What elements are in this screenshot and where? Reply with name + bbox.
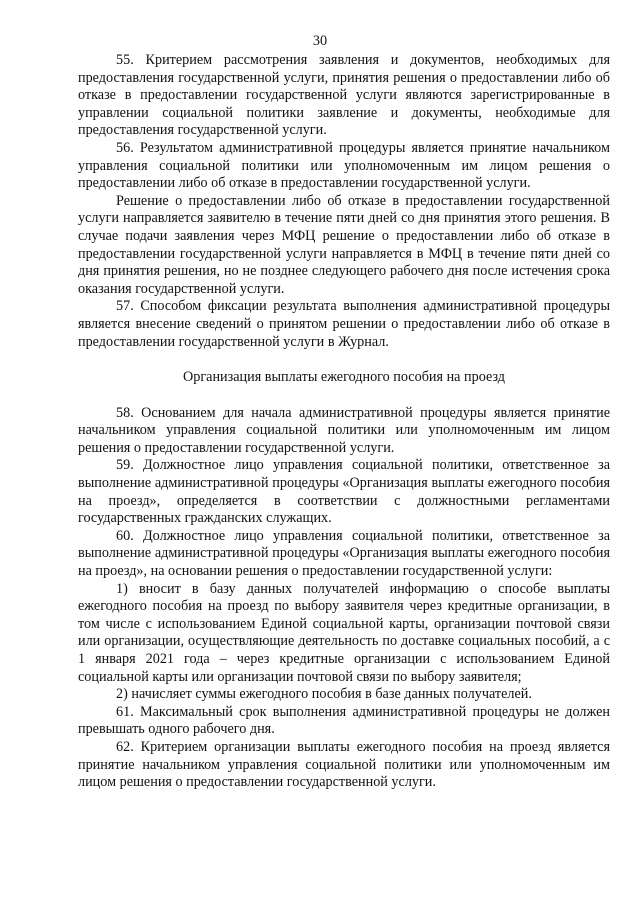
- paragraph-56-decision: Решение о предоставлении либо об отказе в предоставлении государственной услуги направляется заявителю в течение пяти дней со дня принятия этого решения. В случае подачи заявления через МФЦ решение о предоставлении либо об отказе в предоставлении государственной услуги направляется в МФЦ в течение пяти дней со дня принятия решения, но не позднее следующего рабочего дня после истечения срока оказания государственной услуги.: [78, 192, 610, 297]
- page-number: 30: [312, 33, 328, 49]
- paragraph-60-item-1: 1) вносит в базу данных получателей информацию о способе выплаты ежегодного пособия на проезд по выбору заявителя через кредитные организации, в том числе с использованием Единой социальной карты, организации почтовой связи или организации, осуществляющие деятельность по доставке социальных пособий, а с 1 января 2021 года – через кредитные организации с использованием Единой социальной карты или организации почтовой связи по выбору заявителя;: [78, 580, 610, 685]
- document-body: [78, 52, 610, 792]
- section-heading: Организация выплаты ежегодного пособия на проезд: [182, 369, 506, 386]
- paragraph-57: 57. Способом фиксации результата выполнения административной процедуры является внесение сведений о принятом решении о предоставлении либо об отказе в предоставлении государственной услуги в Журнал.: [78, 298, 610, 350]
- paragraph-58: 58. Основанием для начала административной процедуры является принятие начальником управления социальной политики или уполномоченным им лицом решения о предоставлении государственной услуги.: [78, 404, 610, 456]
- paragraph-60-item-2: 2) начисляет суммы ежегодного пособия в базе данных получателей.: [116, 686, 532, 703]
- paragraph-55: 55. Критерием рассмотрения заявления и документов, необходимых для предоставления государственной услуги, принятия решения о предоставлении либо об отказе в предоставлении государственной услуги являются зарегистрированные в управлении социальной политики заявление и документы, необходимые для предоставления государственной услуги.: [78, 52, 610, 139]
- paragraph-56: 56. Результатом административной процедуры является принятие начальником управления социальной политики или уполномоченным им лицом решения о предоставлении либо об отказе в предоставлении государственной услуги.: [78, 139, 610, 192]
- paragraph-61: 61. Максимальный срок выполнения административной процедуры не должен превышать одного рабочего дня.: [78, 703, 610, 738]
- paragraph-59: 59. Должностное лицо управления социальной политики, ответственное за выполнение административной процедуры «Организация выплаты ежегодного пособия на проезд», определяется в соответствии с должностными регламентами государственных гражданских служащих.: [78, 457, 610, 527]
- paragraph-62: 62. Критерием организации выплаты ежегодного пособия на проезд является принятие начальником управления социальной политики или уполномоченным им лицом решения о предоставлении государственной услуги.: [78, 738, 610, 791]
- paragraph-60: 60. Должностное лицо управления социальной политики, ответственное за выполнение административной процедуры «Организация выплаты ежегодного пособия на проезд», на основании решения о предоставлении государственной услуги:: [78, 527, 610, 580]
